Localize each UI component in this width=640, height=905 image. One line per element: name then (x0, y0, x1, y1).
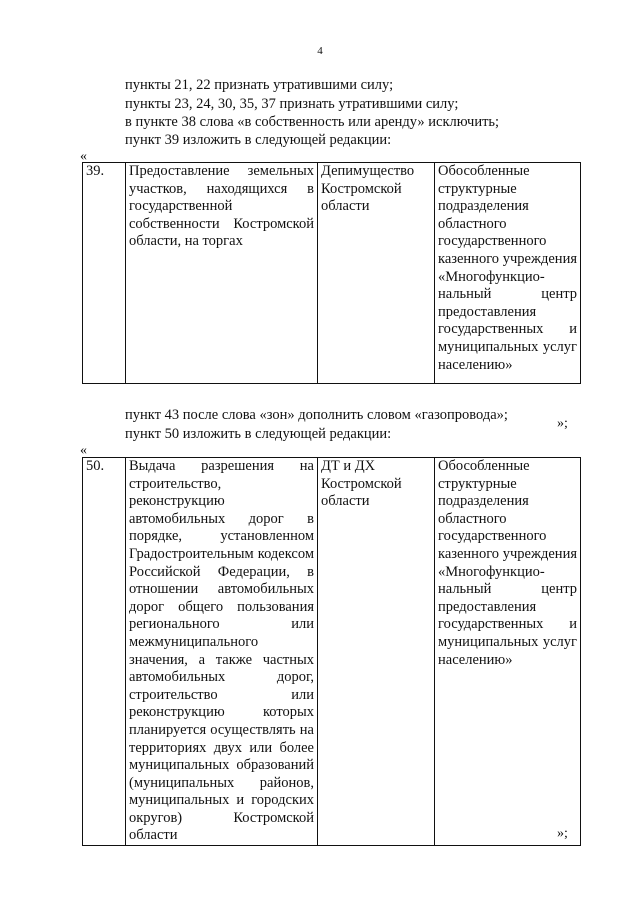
row-number: 50. (83, 458, 126, 846)
responsible-department: ДТ и ДХ Костромской области (318, 458, 435, 846)
service-table-row-39 (82, 162, 581, 384)
opening-quote: « (80, 149, 87, 164)
amendment-line: пункт 43 после слова «зон» дополнить словом «газопровода»; (125, 407, 508, 423)
row-number: 39. (83, 163, 126, 384)
service-name: Выдача разрешения на строительство, реконструкцию автомобильных дорог в порядке, установленном Градостроительным кодексом Российской Федерации, в отношении автомобильных дорог общего пользования регионального или межмуниципального значения, а также частных автомобильных дорог, строительство или реконструкцию которых планируется осуществлять на территориях двух или более муниципальных образований (муниципальных районов, муниципальных и городских округов) Костромской области (126, 458, 318, 846)
amendment-line: в пункте 38 слова «в собственность или аренду» исключить; (125, 114, 500, 130)
service-provider: Обособленные структурные подразделения областного государственного казенного учреждения «Многофункцио-нальный центр предоставления государственных и муниципальных услуг населению» (435, 458, 581, 846)
amendment-line: пункт 50 изложить в следующей редакции: (125, 426, 392, 442)
amendment-line: пункты 21, 22 признать утратившими силу; (125, 77, 394, 93)
opening-quote: « (80, 443, 87, 458)
closing-quote: »; (557, 416, 568, 431)
closing-quote: »; (557, 826, 568, 841)
responsible-department: Депимущество Костромской области (318, 163, 435, 384)
service-table-row-50 (82, 457, 581, 846)
service-provider: Обособленные структурные подразделения областного государственного казенного учреждения «Многофункцио-нальный центр предоставления государственных и муниципальных услуг населению» (435, 163, 581, 384)
amendment-line: пункты 23, 24, 30, 35, 37 признать утратившими силу; (125, 96, 459, 112)
amendment-line: пункт 39 изложить в следующей редакции: (125, 132, 392, 148)
page-number: 4 (317, 45, 323, 57)
service-name: Предоставление земельных участков, находящихся в государственной собственности Костромской области, на торгах (126, 163, 318, 384)
